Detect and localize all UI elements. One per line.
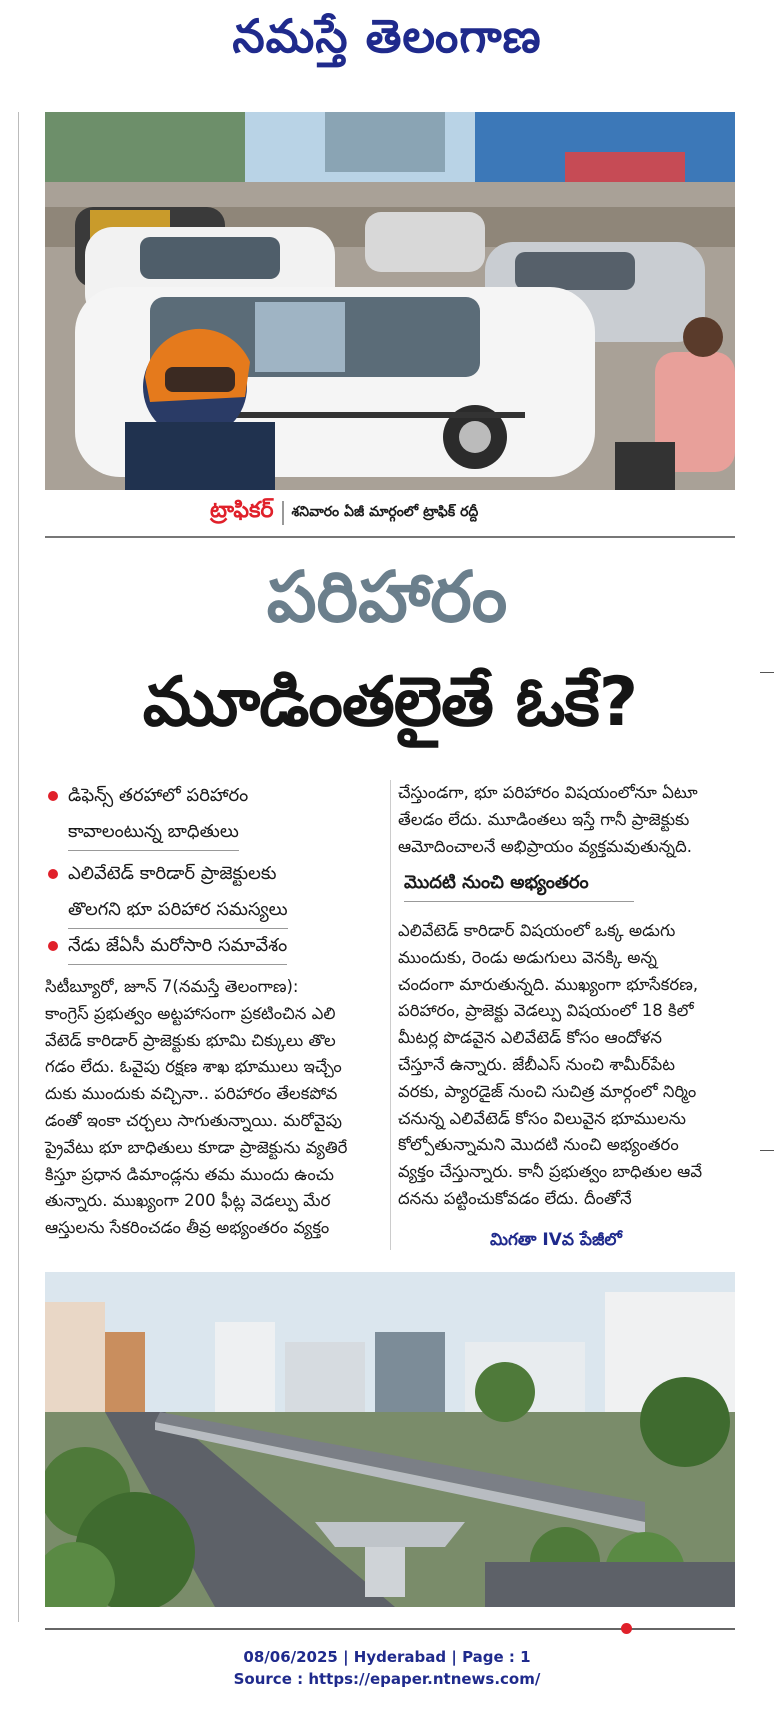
left-margin-line — [18, 112, 19, 1622]
bullet-item — [48, 778, 378, 851]
caption-divider — [282, 501, 284, 525]
text-line: దుకు ముందుకు వచ్చినా.. పరిహారం తేలకపోవ — [45, 1084, 338, 1104]
right-margin-mark — [760, 1150, 774, 1151]
bullet-dot-icon — [48, 941, 58, 951]
text-line: కిస్తూ ప్రధాన డిమాండ్లను తమ ముందు ఉంచు — [45, 1164, 335, 1184]
text-line: కాంగ్రెస్ ప్రభుత్వం అట్టహాసంగా ప్రకటించిన ఎలి — [45, 1003, 336, 1023]
text-line: వరకు, ప్యారడైజ్ నుంచి సుచిత్ర మార్గంలో నిర్మిం — [398, 1081, 697, 1101]
text-line: చందంగా మారుతున్నది. ముఖ్యంగా భూసేకరణ, — [398, 974, 699, 994]
footer-source-link[interactable]: Source : https://epaper.ntnews.com/ — [233, 1670, 541, 1688]
right-column-body — [398, 918, 733, 1213]
text-line: సిటీబ్యూరో, జూన్ 7(నమస్తే తెలంగాణ): — [45, 977, 299, 996]
text-line: ముందుకు, రెండు అడుగులు వెనక్కి అన్న — [398, 947, 657, 967]
text-line: దనను పట్టించుకోవడం లేదు. దీంతోనే — [398, 1188, 632, 1208]
caption-rule — [45, 536, 735, 538]
text-line: చేస్తుండగా, భూ పరిహారం విషయంలోనూ ఏటూ — [398, 783, 698, 802]
traffic-photo — [45, 112, 735, 490]
footer-date-line: 08/06/2025 | Hyderabad | Page : 1 — [243, 1648, 531, 1666]
footer-dot-icon — [621, 1623, 632, 1634]
bullet-line: కావాలంటున్న బాధితులు — [68, 814, 239, 851]
right-margin-mark — [760, 672, 774, 673]
text-line: తున్నారు. ముఖ్యంగా 200 ఫీట్ల వెడల్పు మేర — [45, 1191, 331, 1211]
right-column-top — [398, 780, 733, 860]
bullet-line: తొలగని భూ పరిహార సమస్యలు — [68, 892, 288, 929]
bullet-dot-icon — [48, 791, 58, 801]
headline-line2: మూడింతలైతే ఓకే? — [142, 663, 638, 742]
text-line: గడం లేదు. ఓవైపు రక్షణ శాఖ భూములు ఇచ్చేం — [45, 1057, 342, 1077]
bullet-line: డిఫెన్స్ తరహాలో పరిహారం — [68, 785, 249, 806]
text-line: ఆస్తులను సేకరించడం తీవ్ర అభ్యంతరం వ్యక్తం — [45, 1218, 330, 1238]
subheading: మొదటి నుంచి అభ్యంతరం — [404, 872, 634, 902]
text-line: ప్రైవేటు భూ బాధితులు కూడా ప్రాజెక్టును వ్యతిరే — [45, 1137, 348, 1157]
text-line: తేలడం లేదు. మూడింతలు ఇస్తే గానీ ప్రాజెక్టుకు — [398, 809, 690, 829]
headline-line1: పరిహారం — [266, 556, 508, 638]
text-line: మీటర్ల పొడవైన ఎలివేటెడ్ కోసం ఆందోళన — [398, 1028, 662, 1048]
flyover-rendering — [45, 1272, 735, 1607]
continued-note: మిగతా IVవ పేజీలో — [490, 1230, 622, 1250]
text-line: చేస్తూనే ఉన్నారు. జేబీఎస్ నుంచి శామీర్‌పేట — [398, 1054, 675, 1074]
bullet-line: ఎలివేటెడ్ కారిడార్ ప్రాజెక్టులకు — [68, 863, 277, 884]
caption-text: శనివారం ఏజీ మార్గంలో ట్రాఫిక్ రద్దీ — [291, 503, 479, 520]
masthead-title: నమస్తే తెలంగాణ — [232, 9, 542, 63]
text-line: డంతో ఇంకా చర్చలు సాగుతున్నాయి. మరోవైపు — [45, 1110, 342, 1130]
text-line: కోల్పోతున్నామని మొదటి నుంచి అభ్యంతరం — [398, 1135, 679, 1155]
caption-tag: ట్రాఫికర్ — [210, 498, 274, 523]
text-line: ఎలివేటెడ్ కారిడార్ విషయంలో ఒక్క అడుగు — [398, 921, 676, 940]
left-column — [45, 974, 380, 1242]
text-line: పరిహారం, ప్రాజెక్టు వెడల్పు విషయంలో 18 కిలో — [398, 1001, 694, 1021]
text-line: వ్యక్తం చేస్తున్నారు. కానీ ప్రభుత్వం బాధితుల ఆవే — [398, 1162, 703, 1182]
bullet-dot-icon — [48, 869, 58, 879]
text-line: వేటెడ్ కారిడార్ ప్రాజెక్టుకు భూమి చిక్కులు తొల — [45, 1030, 336, 1050]
bullet-item — [48, 856, 378, 929]
text-line: చనున్న ఎలివేటెడ్ కోసం విలువైన భూములను — [398, 1108, 686, 1128]
text-line: ఆమోదించాలనే అభిప్రాయం వ్యక్తమవుతున్నది. — [398, 836, 692, 856]
bullet-item — [48, 928, 378, 965]
photo-caption — [210, 496, 478, 530]
column-divider — [390, 780, 391, 1250]
bullet-line: నేడు జేఏసీ మరోసారి సమావేశం — [68, 928, 287, 965]
